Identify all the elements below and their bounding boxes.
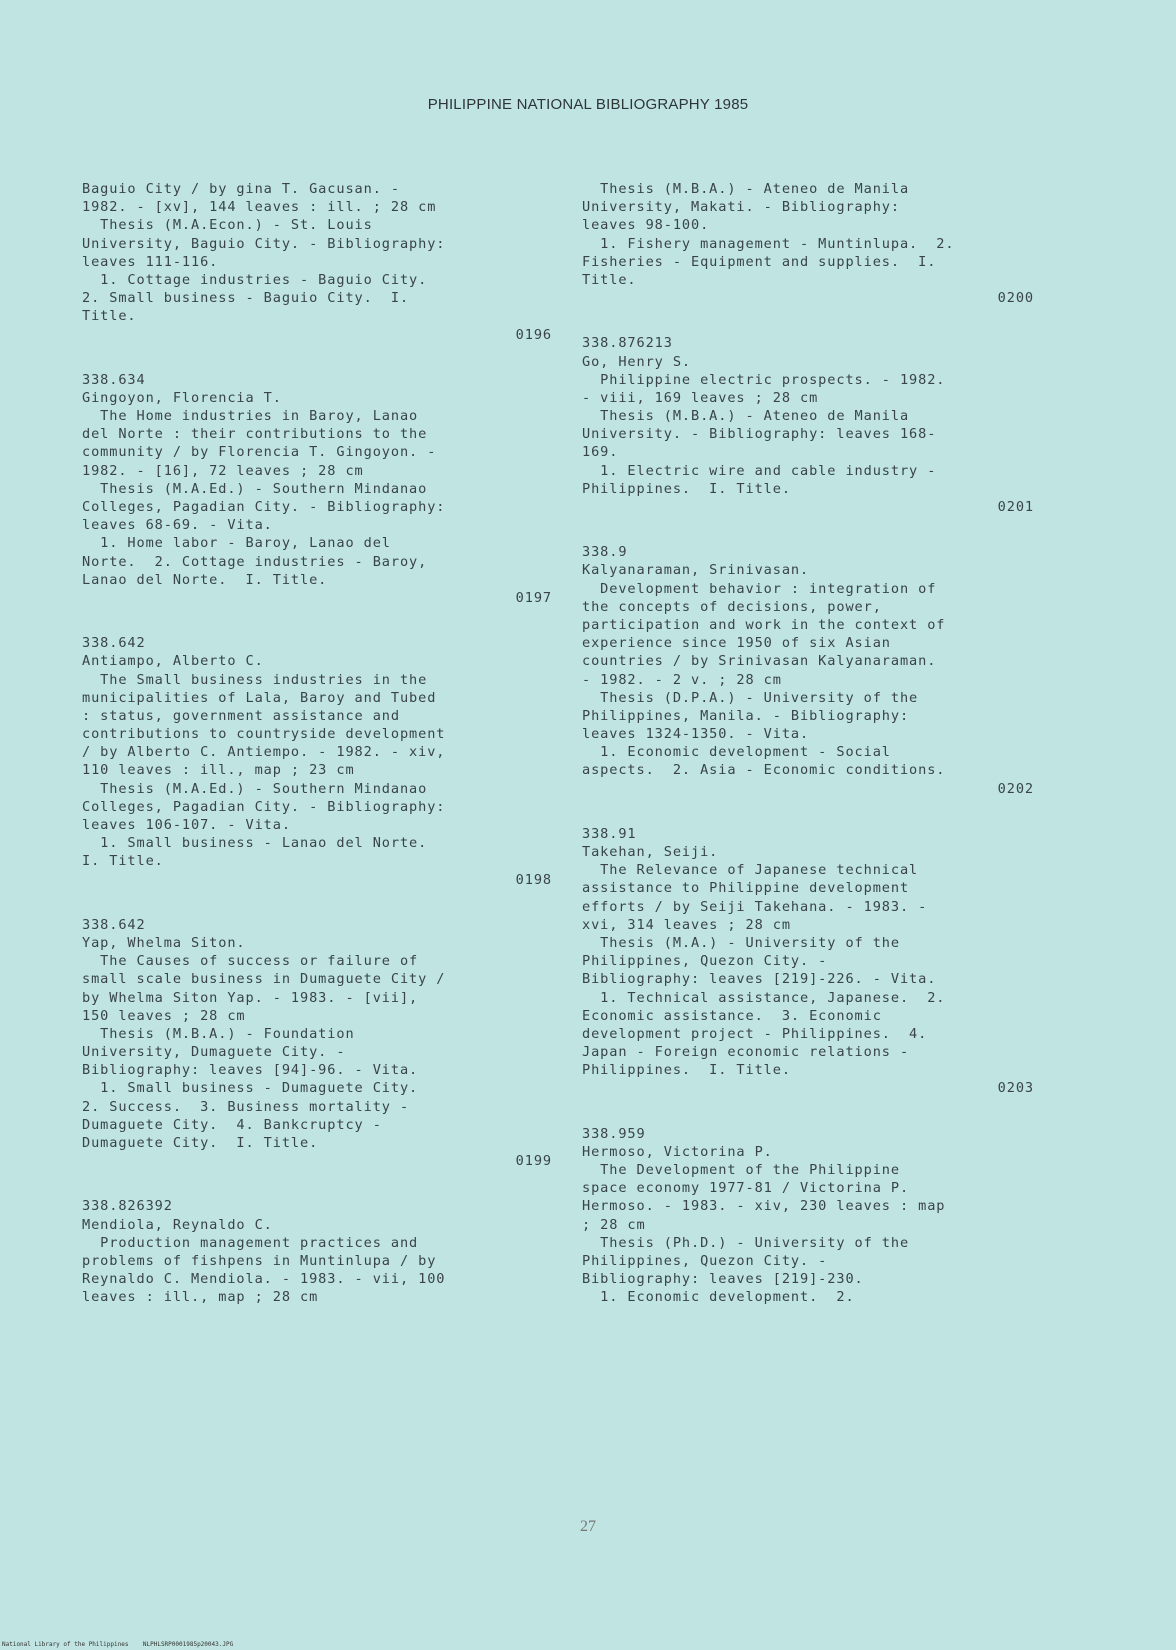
entry-line: 338.959 — [582, 1125, 646, 1142]
entry-line: Thesis (Ph.D.) - University of the — [582, 1234, 910, 1251]
entry-line: 1. Economic development - Social — [582, 744, 891, 761]
entry-line: Thesis (M.B.A.) - Ateneo de Manila — [582, 181, 910, 197]
entry-line: by Whelma Siton Yap. - 1983. - [vii], — [82, 989, 419, 1006]
entry-line: Philippines, Quezon City. - — [582, 1252, 828, 1269]
bibliography-entry — [82, 634, 552, 889]
entry-line: - viii, 169 leaves ; 28 cm — [582, 389, 819, 406]
entry-line: 1. Cottage industries - Baguio City. — [82, 271, 428, 288]
entry-line: Production management practices and — [82, 1234, 419, 1251]
entry-line: leaves 68-69. - Vita. — [82, 517, 273, 534]
entry-gap — [82, 344, 552, 371]
entry-number: 0202 — [997, 780, 1034, 797]
entry-line: 2. Small business - Baguio City. I. — [82, 290, 410, 307]
entry-gap — [82, 607, 552, 634]
scan-footer: National Library of the Philippines NLPHLSRP0001985p20043.JPG — [2, 1641, 234, 1648]
entry-line: University, Makati. - Bibliography: — [582, 199, 900, 216]
entry-line: efforts / by Seiji Takehana. - 1983. - — [582, 898, 928, 915]
entry-line: municipalities of Lala, Baroy and Tubed — [82, 689, 437, 706]
entry-line: Japan - Foreign economic relations - — [582, 1044, 910, 1061]
entry-line: 1. Small business - Dumaguete City. — [82, 1080, 419, 1097]
entry-line: Thesis (D.P.A.) - University of the — [582, 689, 919, 706]
entry-line: Bibliography: leaves [219]-230. — [582, 1271, 864, 1288]
entry-line: Thesis (M.A.) - University of the — [582, 934, 900, 951]
entry-line: Philippines, Manila. - Bibliography: — [582, 707, 910, 724]
entry-line: The Relevance of Japanese technical — [582, 862, 919, 879]
entry-line: 1. Technical assistance, Japanese. 2. — [582, 989, 946, 1006]
bibliography-entry — [82, 180, 552, 344]
entry-line: ; 28 cm — [582, 1216, 646, 1233]
entry-gap — [582, 307, 1034, 334]
entry-line: Hermoso. - 1983. - xiv, 230 leaves : map — [582, 1198, 946, 1215]
entry-line: Title. — [582, 271, 637, 288]
entry-line: Dumaguete City. I. Title. — [82, 1135, 319, 1151]
entry-line: Norte. 2. Cottage industries - Baroy, — [82, 553, 428, 570]
entry-line: Antiampo, Alberto C. — [82, 653, 264, 670]
entry-line: 1. Fishery management - Muntinlupa. 2. — [582, 235, 955, 252]
entry-line: Thesis (M.B.A.) - Ateneo de Manila — [582, 408, 910, 425]
entry-line: 1. Home labor - Baroy, Lanao del — [82, 535, 391, 552]
entry-line: leaves 106-107. - Vita. — [82, 817, 291, 833]
entry-line: 1. Small business - Lanao del Norte. — [82, 835, 428, 852]
entry-line: Kalyanaraman, Srinivasan. — [582, 562, 810, 579]
entry-gap — [582, 798, 1034, 825]
entry-gap — [582, 1098, 1034, 1125]
entry-line: 338.9 — [582, 544, 628, 561]
bibliography-entry — [82, 1197, 552, 1306]
entry-line: participation and work in the context of — [582, 616, 946, 633]
entry-line: Hermoso, Victorina P. — [582, 1143, 773, 1160]
bibliography-entry — [582, 543, 1034, 798]
bibliography-entry — [82, 371, 552, 607]
entry-line: Philippines. I. Title. — [582, 480, 791, 497]
entry-line: Thesis (M.B.A.) - Foundation — [82, 1025, 355, 1042]
entry-line: small scale business in Dumaguete City / — [82, 971, 446, 988]
entry-line: Colleges, Pagadian City. - Bibliography: — [82, 798, 446, 815]
entry-line: The Small business industries in the — [82, 671, 428, 688]
entry-number: 0201 — [997, 499, 1034, 515]
entry-line: 1. Electric wire and cable industry - — [582, 462, 937, 479]
entry-line: Development behavior : integration of — [582, 580, 937, 597]
right-column — [582, 180, 1034, 1307]
entry-gap — [582, 516, 1034, 543]
entry-line: community / by Florencia T. Gingoyon. - — [82, 444, 437, 461]
page-number: 27 — [580, 1518, 596, 1535]
entry-line: University, Dumaguete City. - — [82, 1044, 346, 1061]
entry-line: experience since 1950 of six Asian — [582, 635, 891, 652]
entry-line: 338.634 — [82, 371, 146, 388]
entry-line: I. Title. — [82, 853, 164, 870]
entry-line: 1982. - [16], 72 leaves ; 28 cm — [82, 462, 364, 479]
entry-line: 150 leaves ; 28 cm — [82, 1007, 246, 1024]
entry-line: assistance to Philippine development — [582, 880, 910, 897]
entry-gap — [82, 1170, 552, 1197]
bibliography-entry — [582, 180, 1034, 307]
bibliography-entry — [582, 825, 1034, 1098]
entry-line: Colleges, Pagadian City. - Bibliography: — [82, 499, 446, 515]
entry-line: Reynaldo C. Mendiola. - 1983. - vii, 100 — [82, 1271, 446, 1288]
entry-line: University. - Bibliography: leaves 168- — [582, 426, 937, 443]
entry-line: Economic assistance. 3. Economic — [582, 1007, 882, 1024]
entry-line: leaves 111-116. — [82, 253, 219, 270]
entry-line: Title. — [82, 308, 137, 325]
entry-line: 338.826392 — [82, 1198, 173, 1215]
entry-line: aspects. 2. Asia - Economic conditions. — [582, 762, 946, 779]
entry-line: 338.876213 — [582, 335, 673, 352]
entry-line: Philippine electric prospects. - 1982. — [582, 371, 946, 388]
entry-line: Mendiola, Reynaldo C. — [82, 1216, 273, 1233]
bibliography-entry — [582, 1125, 1034, 1307]
entry-number: 0196 — [515, 326, 552, 343]
entry-line: 1982. - [xv], 144 leaves : ill. ; 28 cm — [82, 199, 437, 216]
bibliography-entry — [82, 916, 552, 1171]
entry-line: Thesis (M.A.Ed.) - Southern Mindanao — [82, 480, 428, 497]
entry-line: Philippines, Quezon City. - — [582, 953, 828, 970]
entry-line: Fisheries - Equipment and supplies. I. — [582, 253, 937, 270]
entry-line: / by Alberto C. Antiempo. - 1982. - xiv, — [82, 744, 446, 761]
entry-line: leaves : ill., map ; 28 cm — [82, 1289, 319, 1306]
entry-line: - 1982. - 2 v. ; 28 cm — [582, 671, 782, 688]
entry-line: countries / by Srinivasan Kalyanaraman. — [582, 653, 937, 670]
entry-line: xvi, 314 leaves ; 28 cm — [582, 916, 791, 933]
entry-line: contributions to countryside development — [82, 726, 446, 743]
entry-line: 110 leaves : ill., map ; 23 cm — [82, 762, 355, 779]
bibliography-entry — [582, 334, 1034, 516]
entry-line: Bibliography: leaves [219]-226. - Vita. — [582, 971, 937, 988]
entry-line: The Home industries in Baroy, Lanao — [82, 408, 419, 425]
entry-number: 0198 — [515, 871, 552, 888]
entry-line: space economy 1977-81 / Victorina P. — [582, 1180, 910, 1197]
entry-line: development project - Philippines. 4. — [582, 1025, 928, 1042]
entry-line: problems of fishpens in Muntinlupa / by — [82, 1252, 437, 1269]
entry-line: 338.91 — [582, 825, 637, 842]
entry-line: The Development of the Philippine — [582, 1162, 900, 1178]
entry-gap — [82, 889, 552, 916]
entry-line: Thesis (M.A.Ed.) - Southern Mindanao — [82, 780, 428, 797]
entry-line: The Causes of success or failure of — [82, 953, 419, 970]
entry-line: 2. Success. 3. Business mortality - — [82, 1098, 410, 1115]
entry-line: Yap, Whelma Siton. — [82, 934, 246, 951]
entry-line: 338.642 — [82, 635, 146, 652]
entry-line: Philippines. I. Title. — [582, 1062, 791, 1079]
entry-number: 0203 — [997, 1080, 1034, 1097]
entry-number: 0200 — [997, 290, 1034, 307]
entry-line: the concepts of decisions, power, — [582, 598, 882, 615]
entry-line: Dumaguete City. 4. Bankcruptcy - — [82, 1116, 382, 1133]
entry-line: 1. Economic development. 2. — [582, 1289, 855, 1306]
entry-line: : status, government assistance and — [82, 707, 400, 724]
entry-line: Baguio City / by gina T. Gacusan. - — [82, 181, 400, 197]
entry-line: leaves 1324-1350. - Vita. — [582, 726, 810, 743]
entry-number: 0197 — [515, 589, 552, 606]
entry-line: leaves 98-100. — [582, 217, 710, 234]
entry-line: Lanao del Norte. I. Title. — [82, 571, 328, 588]
left-column — [82, 180, 552, 1307]
entry-line: 338.642 — [82, 916, 146, 933]
entry-line: 169. — [582, 444, 619, 461]
entry-number: 0199 — [515, 1153, 552, 1170]
entry-line: Bibliography: leaves [94]-96. - Vita. — [82, 1062, 419, 1079]
entry-line: del Norte : their contributions to the — [82, 426, 428, 443]
entry-line: Gingoyon, Florencia T. — [82, 389, 282, 406]
entry-line: Thesis (M.A.Econ.) - St. Louis — [82, 217, 373, 234]
entry-line: University, Baguio City. - Bibliography: — [82, 235, 446, 252]
page-header: PHILIPPINE NATIONAL BIBLIOGRAPHY 1985 — [427, 96, 749, 113]
entry-line: Go, Henry S. — [582, 353, 692, 370]
entry-line: Takehan, Seiji. — [582, 844, 719, 860]
